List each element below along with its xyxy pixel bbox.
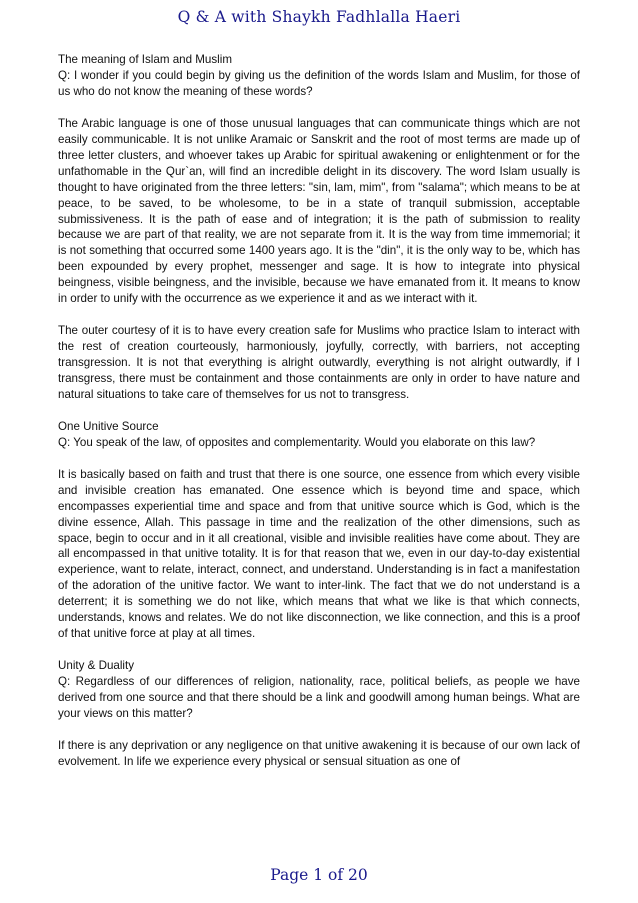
section-question: Q: I wonder if you could begin by giving us the definition of the words Islam and Muslim, for those of us who do not know the meaning of these words? xyxy=(58,68,580,98)
answer-paragraph: It is basically based on faith and trust that there is one source, one essence from which every visible and invisible creation has emanated. One essence which is beyond time and space, which encompasses experiential time and space and from that unitive source which is God, which is the divine essence, Allah. This passage in time and the realization of the other dimensions, such as space, begin to occur and in it all creational, visible and invisible realities have come about. They are all encompassed in that unitive totality. It is for that reason that we, even in our day-to-day existential experience, want to relate, interact, connect, and understand. Understanding is in fact a manifestation of the adoration of the unitive factor. We want to inter-link. The fact that we do not understand is a deterrent; it is something we do not like, which means that what we like is that which connects, understands, knows and relates. We do not like disconnection, we like connection, and this is a proof of that unitive force at play at all times. xyxy=(58,467,580,641)
section-question: Q: You speak of the law, of opposites and complementarity. Would you elaborate on this law? xyxy=(58,435,536,449)
section-1-intro xyxy=(58,52,580,100)
section-3-intro xyxy=(58,658,580,722)
answer-paragraph: If there is any deprivation or any negligence on that unitive awakening it is because of our own lack of evolvement. In life we experience every physical or sensual situation as one of xyxy=(58,738,580,768)
section-heading: One Unitive Source xyxy=(58,419,159,433)
section-2-intro xyxy=(58,419,580,451)
section-question: Q: Regardless of our differences of religion, nationality, race, political beliefs, as people we have derived from one source and that there should be a link and goodwill among human beings. What are your views on this matter? xyxy=(58,675,580,720)
section-heading: Unity & Duality xyxy=(58,659,135,673)
page-content xyxy=(58,52,580,786)
section-heading: The meaning of Islam and Muslim xyxy=(58,53,232,66)
page-header: Q & A with Shaykh Fadhlalla Haeri xyxy=(177,8,461,26)
page-footer: Page 1 of 20 xyxy=(270,866,368,884)
answer-paragraph: The outer courtesy of it is to have every creation safe for Muslims who practice Islam to interact with the rest of creation courteously, harmoniously, joyfully, correctly, with barriers, not accepting transgression. It is not that everything is alright outwardly, everything is not alright outwardly, if I transgress, there must be containment and those containments are only in order to have nature and natural situations to take care of themselves for us not to transgress. xyxy=(58,324,580,401)
answer-paragraph: The Arabic language is one of those unusual languages that can communicate things which are not easily communicable. It is not unlike Aramaic or Sanskrit and the root of most terms are made up of three letter clusters, and whoever takes up Arabic for spiritual awakening or enlightenment or for the unfathomable in the Qur`an, will find an incredible delight in its discovery. The word Islam usually is thought to have originated from the three letters: "sin, lam, mim", from "salama"; which means to be at peace, to be saved, to be wholesome, to be in a state of tranquil submission, acceptable submissiveness. It is the path of ease and of integration; it is the path of submission to reality because we are part of that reality, we are not separate from it. It is the way from time immemorial; it is not something that occurred some 1400 years ago. It is the "din", it is the only way to be, which has been expounded by every prophet, messenger and sage. It is how to integrate into physical beingness, visible beingness, and the invisible, because we have emanated from it. It means to know in order to unify with the occurrence as we experience it and as we interact with it. xyxy=(58,116,580,306)
